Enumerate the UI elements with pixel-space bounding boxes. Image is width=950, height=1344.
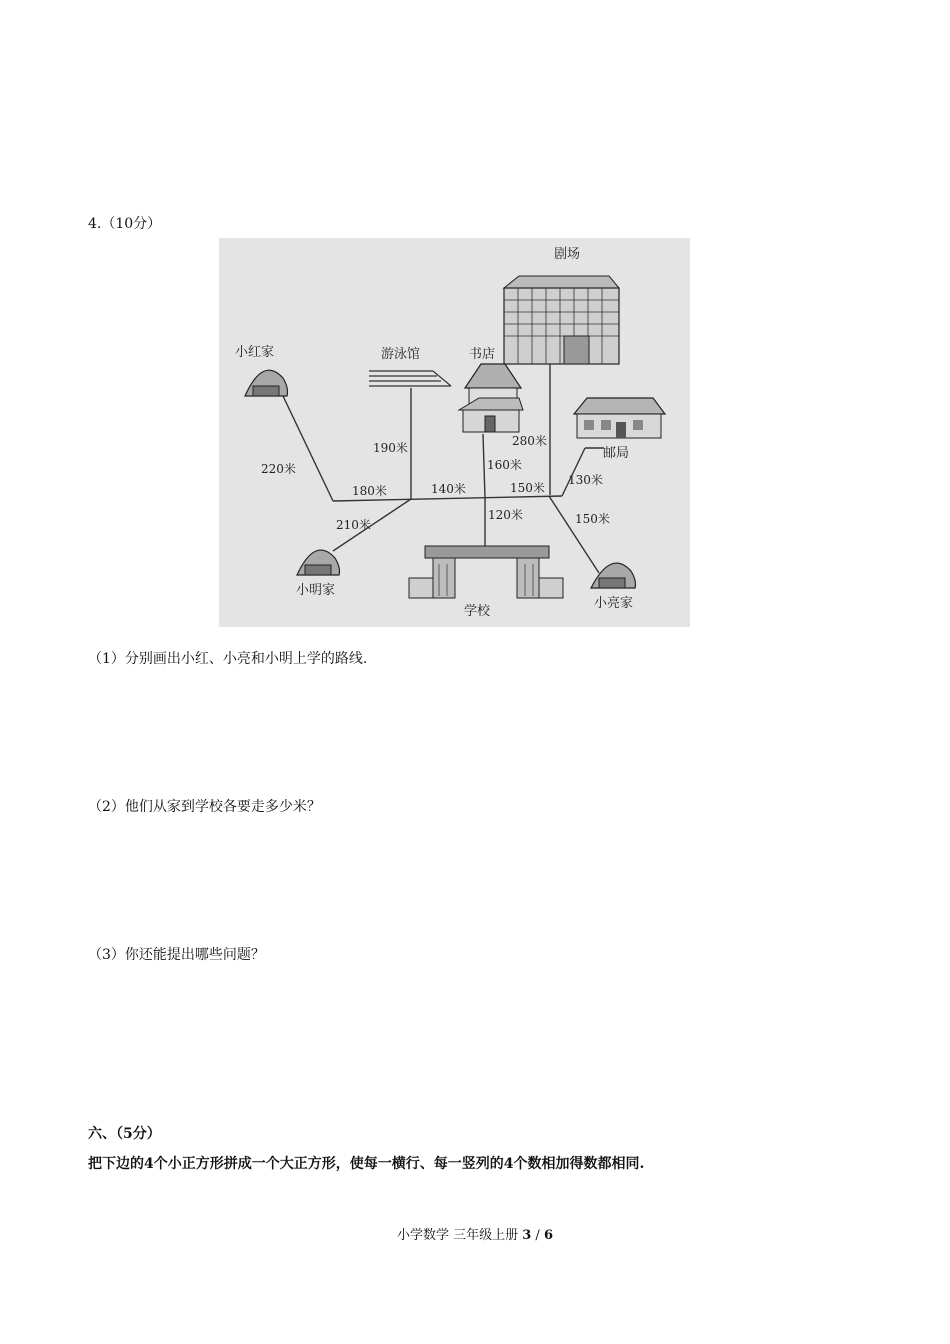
- road-network: [283, 364, 604, 573]
- xiaohong-home-icon: [245, 370, 288, 396]
- distance-segment-b: 140米: [431, 482, 466, 496]
- route-map-figure: [219, 238, 690, 627]
- section-6-heading: 六、（5分）: [88, 1126, 161, 1142]
- sub-question-2: （2）他们从家到学校各要走多少米？: [88, 799, 321, 815]
- footer-page-number: 3: [522, 1228, 532, 1243]
- route-map-svg: [219, 238, 690, 627]
- label-school: 学校: [464, 604, 491, 619]
- label-xiaohong-home: 小红家: [235, 345, 275, 360]
- bookstore-building-icon: [459, 364, 523, 432]
- distance-post: 130米: [568, 473, 603, 487]
- footer-separator: /: [531, 1228, 544, 1243]
- distance-pool: 190米: [373, 441, 408, 455]
- distance-bookstore: 160米: [487, 458, 522, 472]
- distance-xiaohong: 220米: [261, 462, 296, 476]
- road-xiaoliang: [549, 496, 599, 573]
- label-bookstore: 书店: [469, 347, 496, 362]
- road-post: [562, 448, 585, 496]
- road-bookstore: [483, 434, 485, 498]
- distance-xiaoming: 210米: [336, 518, 371, 532]
- page-footer: [0, 1224, 950, 1243]
- footer-subject: 小学数学 三年级上册: [396, 1228, 523, 1243]
- road-xiaohong: [283, 396, 333, 501]
- distance-xiaoliang: 150米: [575, 512, 610, 526]
- sub-question-3: （3）你还能提出哪些问题？: [88, 947, 265, 963]
- theater-building-icon: [504, 276, 619, 364]
- label-xiaoming-home: 小明家: [296, 583, 336, 598]
- footer-page-total: 6: [543, 1228, 553, 1243]
- xiaoliang-home-icon: [591, 563, 636, 588]
- distance-segment-a: 180米: [352, 484, 387, 498]
- distance-theater: 280米: [512, 434, 547, 448]
- xiaoming-home-icon: [297, 550, 340, 575]
- label-theater: 剧场: [554, 247, 581, 262]
- post-office-building-icon: [574, 398, 665, 438]
- section-6-instruction: 把下边的4个小正方形拼成一个大正方形，使每一横行、每一竖列的4个数相加得数都相同.: [88, 1156, 645, 1172]
- label-xiaoliang-home: 小亮家: [594, 596, 634, 611]
- distance-segment-c: 150米: [510, 481, 545, 495]
- sub-question-1: （1）分别画出小红、小亮和小明上学的路线.: [88, 651, 368, 667]
- label-post-office: 邮局: [603, 446, 630, 461]
- distance-school: 120米: [488, 508, 523, 522]
- swimming-pool-icon: [369, 371, 451, 386]
- question-heading: 4.（10分）: [88, 216, 162, 232]
- school-gate-icon: [409, 546, 563, 598]
- label-swimming-pool: 游泳馆: [381, 347, 421, 362]
